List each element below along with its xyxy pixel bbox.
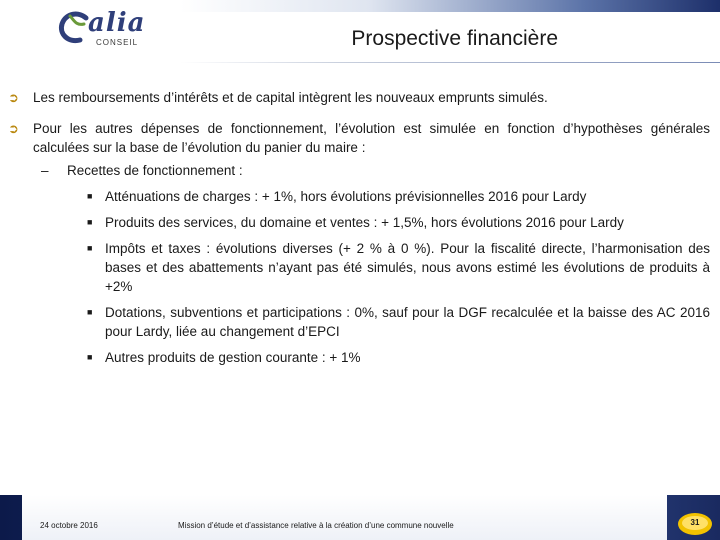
sub-item-text: Dotations, subventions et participations : 0%, sauf pour la DGF recalculée et la baisse des AC 2016 pour Lardy, liée au changement d’EPCI: [105, 305, 710, 339]
sub-heading-row: [41, 161, 710, 180]
square-bullet-icon: ■: [87, 217, 93, 227]
arrow-icon: ➲: [8, 121, 19, 136]
title-divider: [180, 62, 720, 63]
square-bullet-icon: ■: [87, 352, 93, 362]
footer-date: 24 octobre 2016: [40, 521, 98, 530]
bullet-text: Les remboursements d’intérêts et de capital intègrent les nouveaux emprunts simulés.: [33, 90, 548, 105]
calia-logo: [52, 6, 162, 50]
sub-item: [87, 187, 710, 206]
bullet-item: [8, 88, 710, 107]
footer-mission: Mission d’étude et d’assistance relative à la création d’une commune nouvelle: [178, 521, 454, 530]
bullet-item: [8, 119, 710, 157]
sub-item: [87, 348, 710, 367]
logo-mark-icon: [58, 10, 92, 44]
sub-item-text: Impôts et taxes : évolutions diverses (+ 2 % à 0 %). Pour la fiscalité directe, l’harmonisation des bases et des abattements n’ayant pas été simulés, nous avons estimé les évolutions de produits à +2%: [105, 241, 710, 294]
footer-panel: [22, 495, 667, 540]
square-bullet-icon: ■: [87, 243, 93, 253]
footer-bar: [0, 495, 720, 540]
sub-item-text: Produits des services, du domaine et ventes : + 1,5%, hors évolutions 2016 pour Lardy: [105, 215, 624, 230]
arrow-icon: ➲: [8, 90, 19, 105]
sub-item: [87, 303, 710, 341]
page-title: Prospective financière: [351, 27, 558, 50]
sub-item-text: Autres produits de gestion courante : + 1%: [105, 350, 361, 365]
sub-item-text: Atténuations de charges : + 1%, hors évolutions prévisionnelles 2016 pour Lardy: [105, 189, 587, 204]
slide-content: [8, 88, 710, 367]
bullet-text: Pour les autres dépenses de fonctionnement, l’évolution est simulée en fonction d’hypothèses générales calculées sur la base de l’évolution du panier du maire :: [33, 121, 710, 155]
page-number: 31: [690, 518, 700, 527]
header-band: [180, 0, 720, 12]
dash-bullet-icon: –: [41, 163, 49, 178]
logo-subtitle: CONSEIL: [96, 38, 139, 47]
logo-text: alia: [88, 8, 146, 38]
sub-item: [87, 213, 710, 232]
square-bullet-icon: ■: [87, 191, 93, 201]
sub-heading: Recettes de fonctionnement :: [67, 163, 243, 178]
square-bullet-icon: ■: [87, 307, 93, 317]
sub-item: [87, 239, 710, 296]
